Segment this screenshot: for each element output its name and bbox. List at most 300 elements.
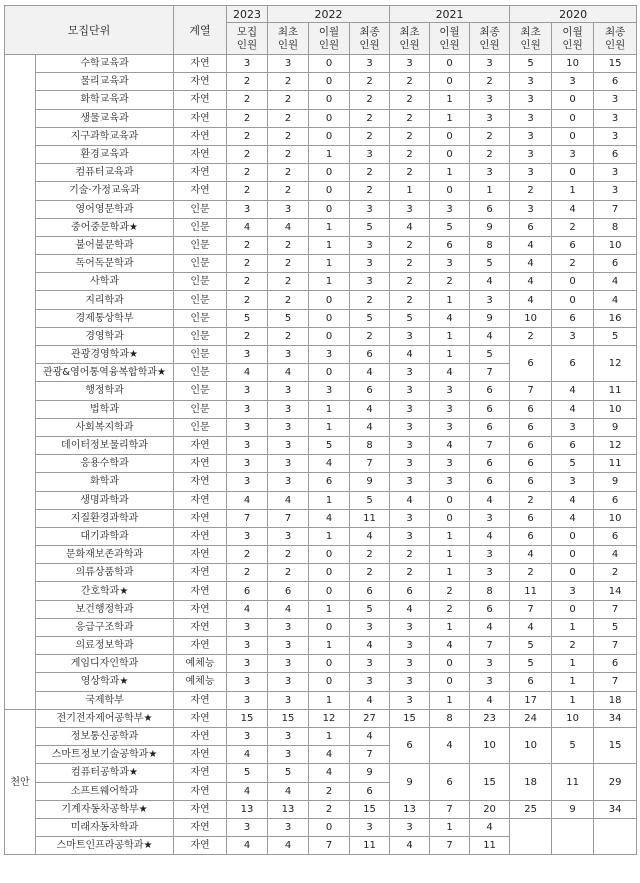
cell-i2022: 5 xyxy=(268,309,309,327)
table-row xyxy=(5,91,637,109)
cell-i2021: 5 xyxy=(390,309,430,327)
cell-i2022: 3 xyxy=(268,346,309,364)
cell-f2021: 8 xyxy=(470,582,510,600)
cell-f2022: 4 xyxy=(350,400,390,418)
table-row xyxy=(5,218,637,236)
cell-i2022: 3 xyxy=(268,382,309,400)
cell-f2021: 6 xyxy=(470,600,510,618)
cell-c2021: 7 xyxy=(430,800,470,818)
cell-i2020: 4 xyxy=(510,273,552,291)
cell-f2021: 2 xyxy=(470,127,510,145)
cell-f2021: 7 xyxy=(470,436,510,454)
cell-dept: 기술·가정교육과 xyxy=(36,182,174,200)
cell-category: 자연 xyxy=(174,473,227,491)
cell-dept: 응급구조학과 xyxy=(36,618,174,636)
table-row xyxy=(5,800,637,818)
cell-category: 자연 xyxy=(174,436,227,454)
cell-q2023: 4 xyxy=(227,364,268,382)
cell-i2020: 6 xyxy=(510,527,552,545)
cell-c2020: 9 xyxy=(552,800,594,818)
cell-c2020: 0 xyxy=(552,291,594,309)
cell-q2023: 2 xyxy=(227,546,268,564)
cell-f2021: 6 xyxy=(470,455,510,473)
cell-dept: 화학교육과 xyxy=(36,91,174,109)
cell-f2022: 27 xyxy=(350,709,390,727)
cell-f2021: 23 xyxy=(470,709,510,727)
cell-f2021: 4 xyxy=(470,618,510,636)
cell-i2022: 4 xyxy=(268,600,309,618)
admission-table xyxy=(4,5,637,855)
cell-dept: 영상학과★ xyxy=(36,673,174,691)
cell-q2023: 4 xyxy=(227,837,268,855)
cell-q2023: 3 xyxy=(227,527,268,545)
cell-dept: 생명과학과 xyxy=(36,491,174,509)
cell-dept: 미래자동차학과 xyxy=(36,818,174,836)
cell-i2022: 2 xyxy=(268,164,309,182)
cell-dept: 국제학부 xyxy=(36,691,174,709)
cell-q2023: 3 xyxy=(227,637,268,655)
cell-i2021: 2 xyxy=(390,164,430,182)
cell-c2020: 3 xyxy=(552,145,594,163)
cell-c2022: 0 xyxy=(309,582,350,600)
cell-q2023: 3 xyxy=(227,436,268,454)
cell-i2020: 4 xyxy=(510,546,552,564)
cell-i2022: 2 xyxy=(268,564,309,582)
cell-f2022: 5 xyxy=(350,218,390,236)
cell-c2022: 0 xyxy=(309,164,350,182)
cell-f2021: 2 xyxy=(470,73,510,91)
cell-i2022: 3 xyxy=(268,818,309,836)
cell-q2023: 2 xyxy=(227,145,268,163)
cell-f2021: 11 xyxy=(470,837,510,855)
cell-f2020: 18 xyxy=(594,691,637,709)
cell-i2022: 5 xyxy=(268,764,309,782)
cell-c2021: 0 xyxy=(430,655,470,673)
cell-c2021: 1 xyxy=(430,546,470,564)
cell-dept: 의류상품학과 xyxy=(36,564,174,582)
cell-category: 자연 xyxy=(174,727,227,745)
cell-i2021: 2 xyxy=(390,546,430,564)
cell-c2020: 0 xyxy=(552,600,594,618)
cell-category: 인문 xyxy=(174,236,227,254)
cell-c2020: 0 xyxy=(552,109,594,127)
cell-i2022: 3 xyxy=(268,527,309,545)
cell-i2022: 3 xyxy=(268,400,309,418)
cell-category: 자연 xyxy=(174,182,227,200)
cell-q2023: 3 xyxy=(227,455,268,473)
cell-c2021: 1 xyxy=(430,327,470,345)
cell-i2021: 4 xyxy=(390,218,430,236)
cell-f2022: 2 xyxy=(350,73,390,91)
cell-f2020: 3 xyxy=(594,164,637,182)
table-row xyxy=(5,73,637,91)
cell-dept: 지질환경과학과 xyxy=(36,509,174,527)
cell-dept: 수학교육과 xyxy=(36,55,174,73)
cell-f2022: 2 xyxy=(350,127,390,145)
cell-i2020: 6 xyxy=(510,509,552,527)
cell-category: 인문 xyxy=(174,309,227,327)
cell-category: 인문 xyxy=(174,273,227,291)
cell-f2020: 5 xyxy=(594,327,637,345)
cell-i2022: 3 xyxy=(268,618,309,636)
cell-f2021: 3 xyxy=(470,564,510,582)
cell-q2023: 3 xyxy=(227,55,268,73)
cell-c2020: 0 xyxy=(552,91,594,109)
cell-i2020: 4 xyxy=(510,291,552,309)
cell-c2021: 5 xyxy=(430,218,470,236)
cell-f2020: 6 xyxy=(594,73,637,91)
table-row xyxy=(5,418,637,436)
table-row xyxy=(5,236,637,254)
table-row xyxy=(5,491,637,509)
cell-c2021: 8 xyxy=(430,709,470,727)
cell-c2020: 3 xyxy=(552,473,594,491)
cell-category: 자연 xyxy=(174,109,227,127)
cell-f2021: 6 xyxy=(470,200,510,218)
cell-c2020: 4 xyxy=(552,509,594,527)
cell-dept: 스마트정보기술공학과★ xyxy=(36,746,174,764)
cell-category: 인문 xyxy=(174,418,227,436)
cell-c2020: 2 xyxy=(552,255,594,273)
cell-c2020: 4 xyxy=(552,400,594,418)
cell-c2020: 0 xyxy=(552,546,594,564)
cell-dept: 불어불문학과 xyxy=(36,236,174,254)
cell-i2021: 3 xyxy=(390,673,430,691)
cell-dept: 지구과학교육과 xyxy=(36,127,174,145)
cell-c2022: 4 xyxy=(309,764,350,782)
cell-f2022: 5 xyxy=(350,309,390,327)
cell-c2021: 4 xyxy=(430,727,470,763)
table-row xyxy=(5,727,637,745)
cell-q2023: 4 xyxy=(227,491,268,509)
cell-i2021: 3 xyxy=(390,400,430,418)
cell-i2021: 2 xyxy=(390,109,430,127)
cell-q2023: 2 xyxy=(227,73,268,91)
table-row xyxy=(5,473,637,491)
header-2022-initial: 최초 인원 xyxy=(268,23,309,55)
cell-i2020: 4 xyxy=(510,618,552,636)
cell-i2021: 6 xyxy=(390,727,430,763)
cell-category: 자연 xyxy=(174,55,227,73)
cell-f2021: 7 xyxy=(470,364,510,382)
cell-c2022: 1 xyxy=(309,600,350,618)
campus-cell-cheonan: 천안 xyxy=(5,709,36,855)
cell-f2020: 12 xyxy=(594,346,637,382)
cell-i2022: 3 xyxy=(268,673,309,691)
cell-q2023: 2 xyxy=(227,91,268,109)
cell-i2022: 3 xyxy=(268,691,309,709)
cell-category: 자연 xyxy=(174,691,227,709)
cell-i2020: 10 xyxy=(510,727,552,763)
cell-dept: 생물교육과 xyxy=(36,109,174,127)
cell-f2022: 3 xyxy=(350,145,390,163)
cell-category: 자연 xyxy=(174,600,227,618)
cell-f2020 xyxy=(594,818,637,854)
cell-i2022: 13 xyxy=(268,800,309,818)
cell-category: 예체능 xyxy=(174,655,227,673)
cell-i2022: 2 xyxy=(268,127,309,145)
cell-i2021: 2 xyxy=(390,73,430,91)
cell-c2020: 1 xyxy=(552,691,594,709)
cell-c2020: 6 xyxy=(552,309,594,327)
cell-i2022: 3 xyxy=(268,200,309,218)
cell-c2022: 1 xyxy=(309,273,350,291)
cell-f2020: 4 xyxy=(594,546,637,564)
cell-c2020: 0 xyxy=(552,527,594,545)
cell-f2020: 11 xyxy=(594,455,637,473)
header-2020-final: 최종 인원 xyxy=(594,23,637,55)
cell-category: 인문 xyxy=(174,200,227,218)
cell-i2020: 3 xyxy=(510,164,552,182)
cell-i2020: 2 xyxy=(510,182,552,200)
cell-f2022: 7 xyxy=(350,455,390,473)
table-row xyxy=(5,564,637,582)
cell-dept: 전기전자제어공학부★ xyxy=(36,709,174,727)
cell-f2022: 15 xyxy=(350,800,390,818)
cell-f2020: 3 xyxy=(594,109,637,127)
cell-dept: 사학과 xyxy=(36,273,174,291)
cell-c2021: 3 xyxy=(430,200,470,218)
cell-category: 인문 xyxy=(174,327,227,345)
cell-dept: 대기과학과 xyxy=(36,527,174,545)
header-2023-quota: 모집 인원 xyxy=(227,23,268,55)
cell-f2021: 7 xyxy=(470,637,510,655)
cell-q2023: 3 xyxy=(227,400,268,418)
cell-i2021: 13 xyxy=(390,800,430,818)
header-2022-final: 최종 인원 xyxy=(350,23,390,55)
cell-dept: 화학과 xyxy=(36,473,174,491)
cell-c2022: 0 xyxy=(309,55,350,73)
cell-f2021: 8 xyxy=(470,236,510,254)
cell-f2020: 14 xyxy=(594,582,637,600)
cell-q2023: 2 xyxy=(227,182,268,200)
table-row xyxy=(5,618,637,636)
table-row xyxy=(5,346,637,364)
cell-c2020: 2 xyxy=(552,218,594,236)
cell-i2020: 10 xyxy=(510,309,552,327)
cell-category: 인문 xyxy=(174,364,227,382)
cell-c2020: 6 xyxy=(552,346,594,382)
cell-f2020: 7 xyxy=(594,200,637,218)
table-row xyxy=(5,327,637,345)
cell-f2021: 6 xyxy=(470,418,510,436)
cell-f2020: 5 xyxy=(594,618,637,636)
cell-dept: 경제통상학부 xyxy=(36,309,174,327)
cell-c2020: 1 xyxy=(552,655,594,673)
header-category: 계열 xyxy=(174,6,227,55)
table-row xyxy=(5,546,637,564)
cell-c2021: 0 xyxy=(430,491,470,509)
header-2021-initial: 최초 인원 xyxy=(390,23,430,55)
cell-f2022: 5 xyxy=(350,600,390,618)
cell-q2023: 3 xyxy=(227,673,268,691)
cell-category: 자연 xyxy=(174,782,227,800)
cell-c2021: 0 xyxy=(430,127,470,145)
cell-f2021: 9 xyxy=(470,309,510,327)
cell-category: 인문 xyxy=(174,218,227,236)
cell-i2020: 6 xyxy=(510,473,552,491)
cell-f2021: 6 xyxy=(470,473,510,491)
header-2021-final: 최종 인원 xyxy=(470,23,510,55)
cell-c2020 xyxy=(552,818,594,854)
cell-i2022: 7 xyxy=(268,509,309,527)
table-row xyxy=(5,145,637,163)
table-row xyxy=(5,309,637,327)
cell-category: 자연 xyxy=(174,73,227,91)
cell-c2021: 4 xyxy=(430,436,470,454)
cell-i2020 xyxy=(510,818,552,854)
cell-i2020: 3 xyxy=(510,145,552,163)
cell-q2023: 2 xyxy=(227,164,268,182)
cell-c2021: 4 xyxy=(430,637,470,655)
header-year-2020: 2020 xyxy=(510,6,637,23)
cell-q2023: 3 xyxy=(227,618,268,636)
cell-f2022: 2 xyxy=(350,564,390,582)
cell-f2020: 10 xyxy=(594,509,637,527)
cell-f2022: 3 xyxy=(350,236,390,254)
cell-f2022: 3 xyxy=(350,200,390,218)
cell-c2020: 10 xyxy=(552,709,594,727)
cell-i2020: 6 xyxy=(510,673,552,691)
cell-dept: 독어독문학과 xyxy=(36,255,174,273)
cell-f2021: 9 xyxy=(470,218,510,236)
campus-cell-first xyxy=(5,55,36,710)
cell-i2021: 4 xyxy=(390,346,430,364)
cell-i2020: 18 xyxy=(510,764,552,800)
cell-f2022: 8 xyxy=(350,436,390,454)
cell-dept: 관광경영학과★ xyxy=(36,346,174,364)
cell-f2021: 4 xyxy=(470,273,510,291)
cell-c2020: 3 xyxy=(552,418,594,436)
table-row xyxy=(5,709,637,727)
cell-f2022: 3 xyxy=(350,618,390,636)
cell-dept: 중어중문학과★ xyxy=(36,218,174,236)
cell-f2021: 3 xyxy=(470,91,510,109)
cell-c2022: 0 xyxy=(309,200,350,218)
cell-category: 자연 xyxy=(174,582,227,600)
cell-f2020: 6 xyxy=(594,527,637,545)
table-row xyxy=(5,527,637,545)
cell-c2022: 0 xyxy=(309,564,350,582)
cell-f2020: 9 xyxy=(594,418,637,436)
cell-c2022: 0 xyxy=(309,91,350,109)
cell-dept: 스마트인프라공학과★ xyxy=(36,837,174,855)
cell-i2022: 3 xyxy=(268,637,309,655)
cell-f2021: 5 xyxy=(470,255,510,273)
cell-c2022: 6 xyxy=(309,473,350,491)
cell-f2020: 3 xyxy=(594,182,637,200)
cell-f2022: 11 xyxy=(350,509,390,527)
cell-f2022: 3 xyxy=(350,273,390,291)
cell-category: 자연 xyxy=(174,837,227,855)
table-row xyxy=(5,200,637,218)
cell-f2021: 3 xyxy=(470,655,510,673)
cell-c2021: 0 xyxy=(430,509,470,527)
cell-i2020: 5 xyxy=(510,637,552,655)
cell-i2021: 2 xyxy=(390,291,430,309)
table-row xyxy=(5,382,637,400)
table-row xyxy=(5,673,637,691)
cell-c2022: 1 xyxy=(309,236,350,254)
table-row xyxy=(5,182,637,200)
cell-c2022: 0 xyxy=(309,546,350,564)
cell-c2020: 4 xyxy=(552,382,594,400)
cell-f2020: 16 xyxy=(594,309,637,327)
cell-i2022: 4 xyxy=(268,218,309,236)
table-row xyxy=(5,255,637,273)
cell-f2020: 11 xyxy=(594,382,637,400)
cell-q2023: 4 xyxy=(227,782,268,800)
cell-f2020: 4 xyxy=(594,291,637,309)
cell-category: 인문 xyxy=(174,382,227,400)
cell-f2020: 12 xyxy=(594,436,637,454)
cell-c2021: 4 xyxy=(430,364,470,382)
table-row xyxy=(5,691,637,709)
cell-f2022: 9 xyxy=(350,764,390,782)
cell-q2023: 2 xyxy=(227,273,268,291)
cell-category: 자연 xyxy=(174,746,227,764)
cell-i2021: 3 xyxy=(390,527,430,545)
cell-i2021: 3 xyxy=(390,364,430,382)
cell-i2022: 2 xyxy=(268,91,309,109)
cell-f2022: 2 xyxy=(350,164,390,182)
cell-c2022: 0 xyxy=(309,309,350,327)
cell-i2022: 3 xyxy=(268,727,309,745)
header-unit: 모집단위 xyxy=(5,6,174,55)
cell-c2022: 0 xyxy=(309,618,350,636)
cell-i2022: 4 xyxy=(268,491,309,509)
cell-c2021: 4 xyxy=(430,309,470,327)
cell-f2020: 6 xyxy=(594,655,637,673)
cell-i2021: 1 xyxy=(390,182,430,200)
cell-i2020: 17 xyxy=(510,691,552,709)
cell-i2020: 6 xyxy=(510,418,552,436)
cell-dept: 행정학과 xyxy=(36,382,174,400)
cell-category: 인문 xyxy=(174,291,227,309)
cell-f2022: 7 xyxy=(350,746,390,764)
cell-f2022: 4 xyxy=(350,727,390,745)
cell-f2021: 4 xyxy=(470,491,510,509)
cell-c2021: 3 xyxy=(430,382,470,400)
cell-i2021: 3 xyxy=(390,55,430,73)
cell-i2020: 2 xyxy=(510,564,552,582)
cell-c2021: 6 xyxy=(430,236,470,254)
cell-q2023: 3 xyxy=(227,818,268,836)
cell-c2021: 1 xyxy=(430,91,470,109)
cell-f2020: 34 xyxy=(594,800,637,818)
cell-c2021: 3 xyxy=(430,400,470,418)
cell-i2022: 3 xyxy=(268,418,309,436)
table-row xyxy=(5,55,637,73)
cell-c2022: 1 xyxy=(309,418,350,436)
cell-category: 자연 xyxy=(174,764,227,782)
cell-c2020: 10 xyxy=(552,55,594,73)
cell-category: 자연 xyxy=(174,91,227,109)
cell-i2022: 15 xyxy=(268,709,309,727)
cell-c2020: 5 xyxy=(552,727,594,763)
cell-i2022: 2 xyxy=(268,273,309,291)
cell-q2023: 3 xyxy=(227,655,268,673)
header-year-2022: 2022 xyxy=(268,6,390,23)
cell-dept: 환경교육과 xyxy=(36,145,174,163)
cell-c2022: 2 xyxy=(309,800,350,818)
cell-f2022: 2 xyxy=(350,327,390,345)
cell-c2021: 2 xyxy=(430,273,470,291)
cell-f2022: 2 xyxy=(350,291,390,309)
cell-q2023: 13 xyxy=(227,800,268,818)
cell-f2021: 3 xyxy=(470,509,510,527)
table-row xyxy=(5,436,637,454)
